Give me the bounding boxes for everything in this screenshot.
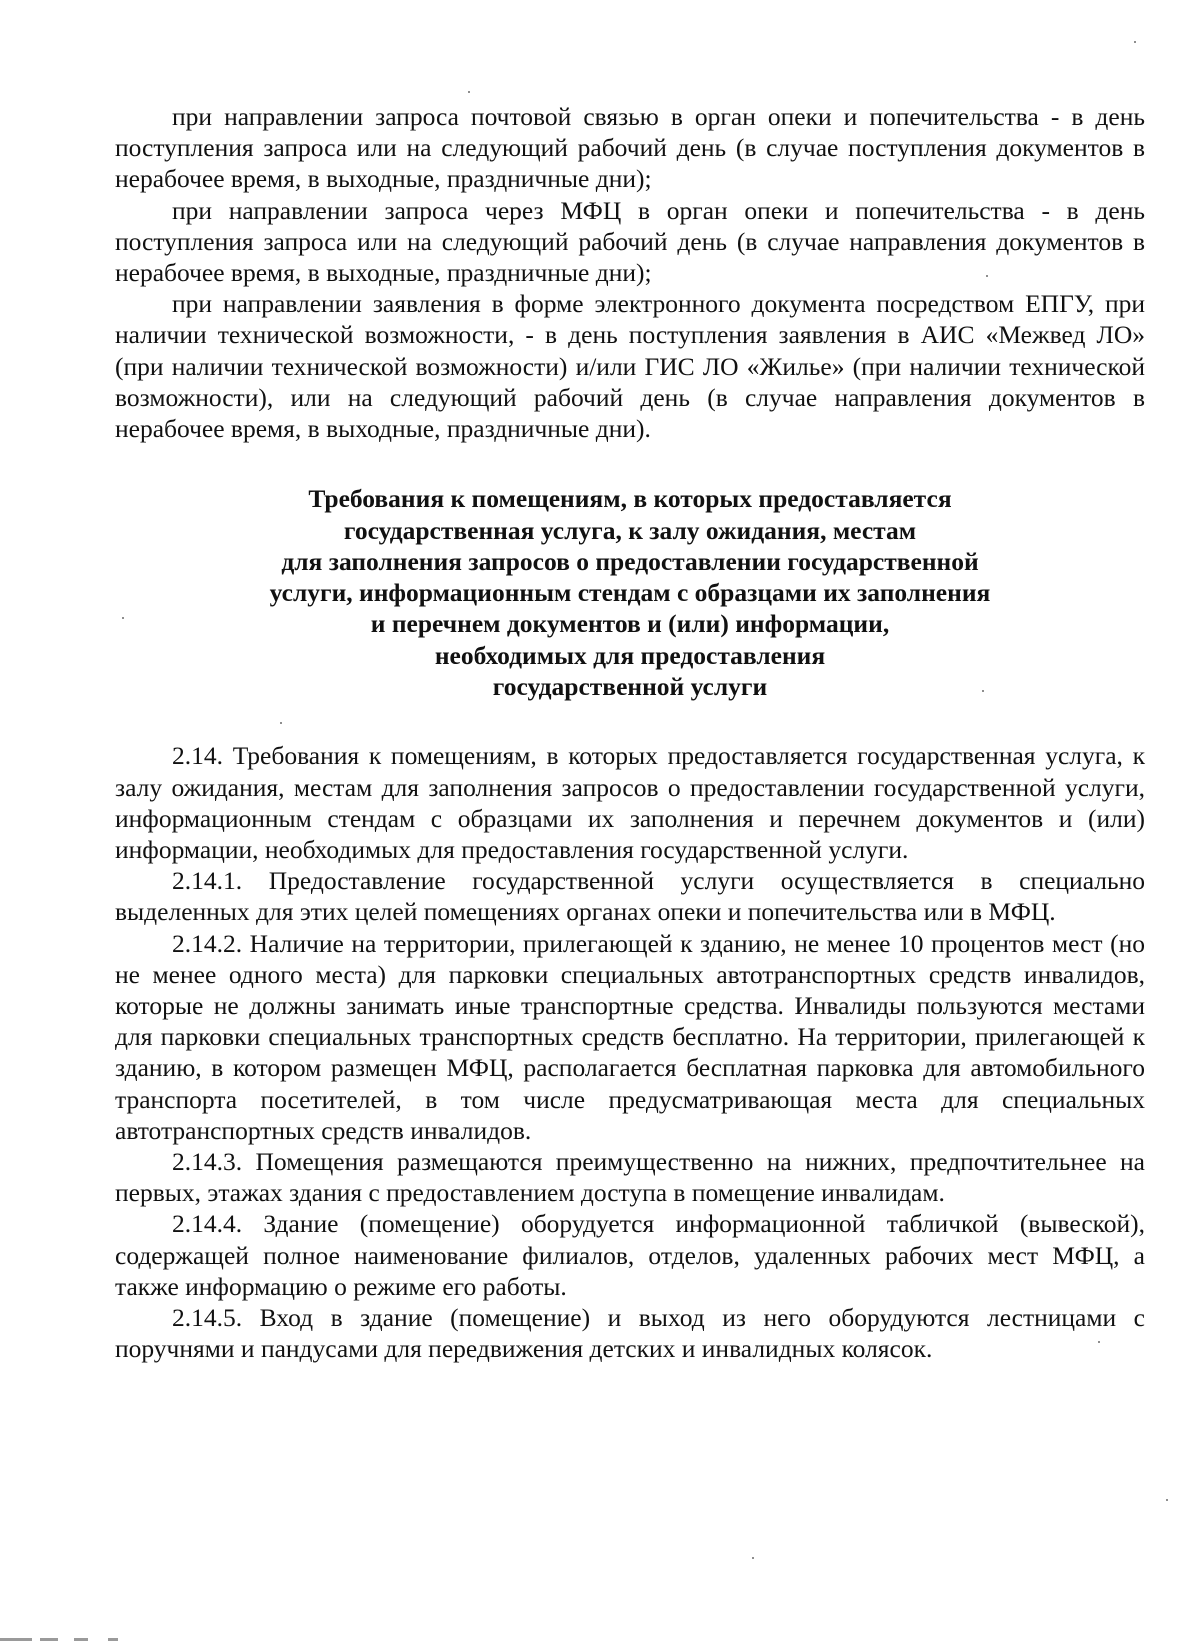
heading-line: и перечнем документов и (или) информации, [370,609,890,639]
paragraph-2-14-3: 2.14.3. Помещения размещаются преимущественно на нижних, предпочтительнее на первых, этажах здания с предоставлением доступа в помещение инвалидам. [115,1146,1145,1208]
paragraph-epgu-request: при направлении заявления в форме электронного документа посредством ЕПГУ, при наличии технической возможности, - в день поступления заявления в АИС «Межвед ЛО» (при наличии технической возможности) и/или ГИС ЛО «Жилье» (при наличии технической возможности), или на следующий рабочий день (в случае направления документов в нерабочее время, в выходные, праздничные дни). [115,289,1145,444]
scan-speck [1166,1499,1168,1501]
scan-speck [752,1557,754,1559]
heading-line: необходимых для предоставления [434,640,826,670]
paragraph-postal-request: при направлении запроса почтовой связью в орган опеки и попечительства - в день поступления запроса или на следующий рабочий день (в случае поступления документов в нерабочее время, в выходные, праздничные дни); [115,102,1145,194]
document-body [115,101,1145,1364]
heading-line: государственная услуга, к залу ожидания, местам [343,515,917,545]
paragraph-2-14-1: 2.14.1. Предоставление государственной услуги осуществляется в специально выделенных для этих целей помещениях органах опеки и попечительства или в МФЦ. [115,866,1145,927]
heading-line: Требования к помещениям, в которых предоставляется [308,484,952,514]
paragraph-2-14-2: 2.14.2. Наличие на территории, прилегающей к зданию, не менее 10 процентов мест (но не менее одного места) для парковки специальных автотранспортных средств инвалидов, которые не должны занимать иные транспортные средства. Инвалиды пользуются местами для парковки специальных транспортных средств бесплатно. На территории, прилегающей к зданию, в котором размещен МФЦ, располагается бесплатная парковка для автомобильного транспорта посетителей, в том числе предусматривающая места для специальных автотранспортных средств инвалидов. [115,928,1145,1145]
heading-line: для заполнения запросов о предоставлении государственной [281,546,979,576]
scan-speck [1134,41,1136,43]
heading-line: государственной услуги [492,672,768,702]
paragraph-2-14-4: 2.14.4. Здание (помещение) оборудуется информационной табличкой (вывеской), содержащей полное наименование филиалов, отделов, удаленных рабочих мест МФЦ, а также информацию о режиме его работы. [115,1209,1145,1301]
paragraph-2-14-5: 2.14.5. Вход в здание (помещение) и выход из него оборудуются лестницами с поручнями и пандусами для передвижения детских и инвалидных колясок. [115,1302,1145,1364]
section-heading [115,483,1145,702]
paragraph-2-14: 2.14. Требования к помещениям, в которых предоставляется государственная услуга, к залу ожидания, местам для заполнения запросов о предоставлении государственной услуги, информационным стендам с образцами их заполнения и перечнем документов и (или) информации, необходимых для предоставления государственной услуги. [115,741,1145,864]
paragraph-mfc-request: при направлении запроса через МФЦ в орган опеки и попечительства - в день поступления запроса или на следующий рабочий день (в случае направления документов в нерабочее время, в выходные, праздничные дни); [115,195,1145,288]
heading-line: услуги, информационным стендам с образцами их заполнения [269,578,991,608]
scan-speck [468,91,470,93]
